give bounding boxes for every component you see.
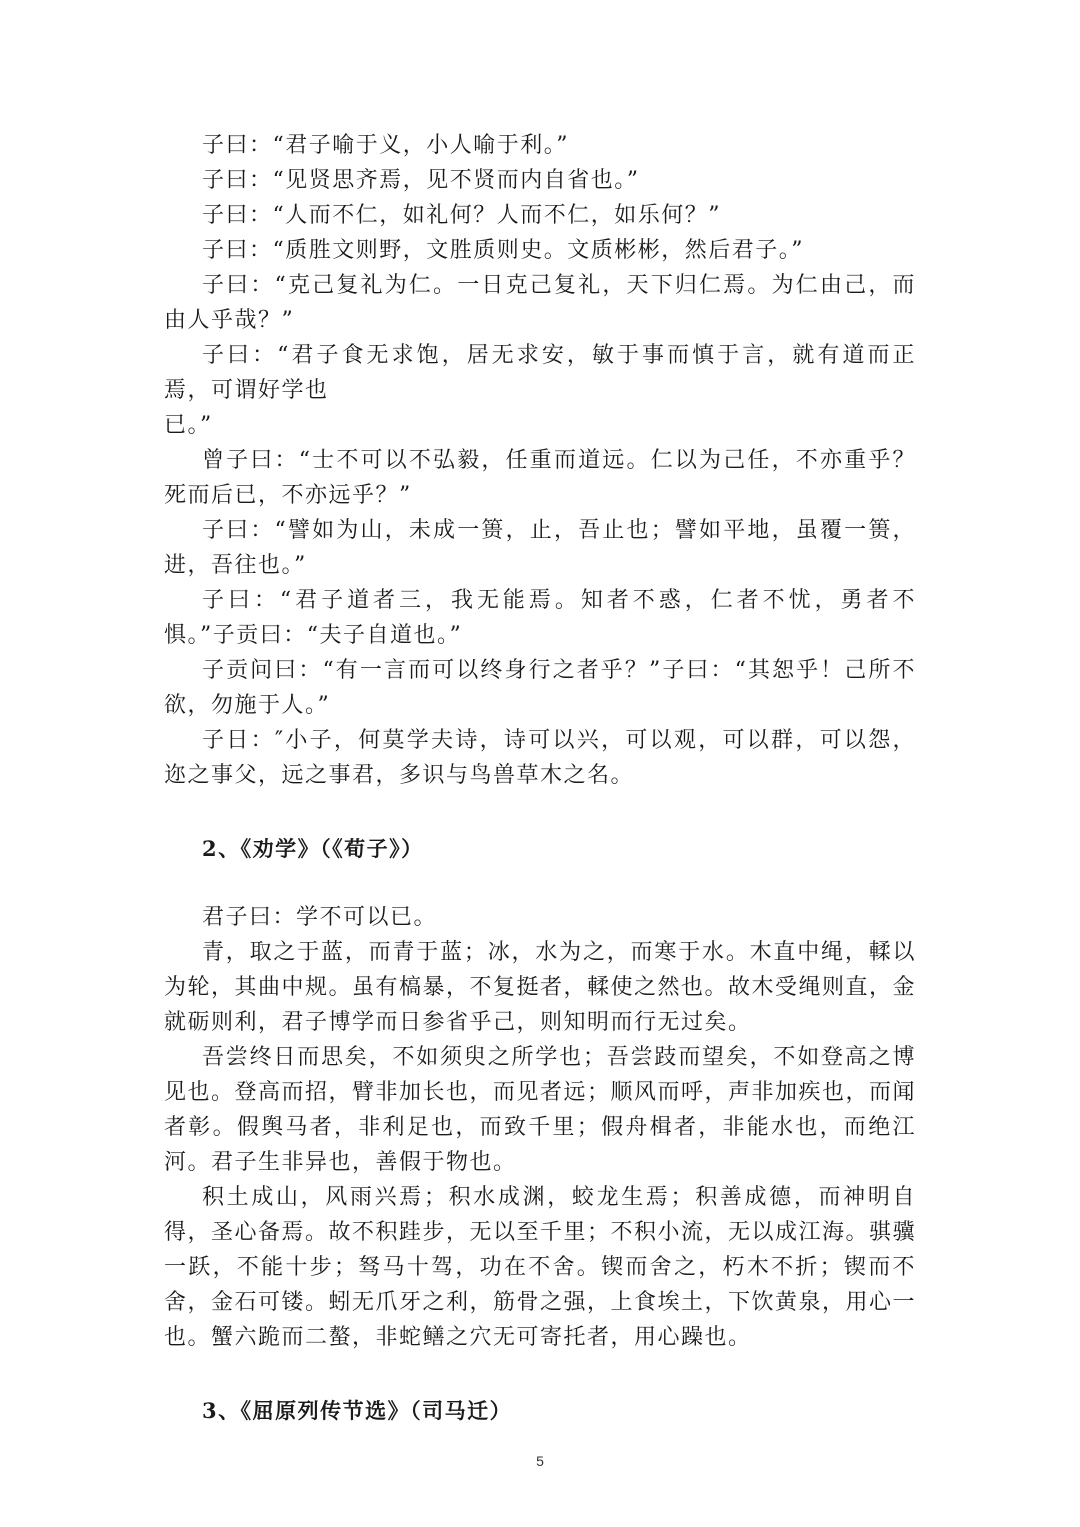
quote-paragraph: 子曰：“譬如为山，未成一篑，止，吾止也；譬如平地，虽覆一篑，进，吾往也。” [164, 518, 916, 578]
page-content [164, 128, 916, 1428]
quote-paragraph: 子曰：“质胜文则野，文胜质则史。文质彬彬，然后君子。” [202, 238, 804, 263]
quote-paragraph: 子曰：“君子食无求饱，居无求安，敏于事而慎于言，就有道而正焉，可谓好学也 [164, 343, 916, 403]
quote-paragraph: 子曰：“君子道者三，我无能焉。知者不惑，仁者不忧，勇者不惧。”子贡曰：“夫子自道也。” [164, 588, 916, 648]
quote-paragraph: 子日：″小子，何莫学夫诗，诗可以兴，可以观，可以群，可以怨，迩之事父，远之事君，多识与鸟兽草木之名。 [164, 728, 916, 788]
quote-paragraph: 子曰：“见贤思齐焉，见不贤而内自省也。” [202, 168, 640, 193]
quote-paragraph: 曾子曰：“士不可以不弘毅，任重而道远。仁以为己任，不亦重乎？死而后已，不亦远乎？” [164, 448, 916, 508]
section-heading-quyuan: 3、《屈原列传节选》（司马迁） [202, 1398, 513, 1423]
quote-paragraph-continuation: 已。” [164, 413, 213, 438]
section-spacer [164, 793, 916, 831]
section-spacer [164, 1355, 916, 1393]
quote-paragraph: 子曰：“君子喻于义，小人喻于利。” [202, 133, 569, 158]
essay-paragraph: 青，取之于蓝，而青于蓝；冰，水为之，而寒于水。木直中绳，輮以为轮，其曲中规。虽有槁暴，不复挺者，輮使之然也。故木受绳则直，金就砺则利，君子博学而日参省乎己，则知明而行无过矣。 [164, 940, 917, 1035]
section-spacer [164, 866, 916, 900]
essay-paragraph: 吾尝终日而思矣，不如须臾之所学也；吾尝跂而望矣，不如登高之博见也。登高而招，臂非加长也，而见者远；顺风而呼，声非加疾也，而闻者彰。假舆马者，非利足也，而致千里；假舟楫者，非能水也，而绝江河。君子生非异也，善假于物也。 [164, 1045, 917, 1175]
page-number: 5 [536, 1453, 544, 1469]
section-heading-quanxue: 2、《劝学》（《荀子》） [202, 836, 424, 861]
essay-paragraph: 积土成山，风雨兴焉；积水成渊，蛟龙生焉；积善成德，而神明自得，圣心备焉。故不积跬步，无以至千里；不积小流，无以成江海。骐骥一跃，不能十步；驽马十驾，功在不舍。锲而舍之，朽木不折；锲而不舍，金石可镂。蚓无爪牙之利，筋骨之强，上食埃土，下饮黄泉，用心一也。蟹六跪而二螯，非蛇鳝之穴无可寄托者，用心躁也。 [164, 1185, 917, 1350]
quote-paragraph: 子曰：“克己复礼为仁。一日克己复礼，天下归仁焉。为仁由己，而由人乎哉？” [164, 273, 916, 333]
quote-paragraph: 子贡问曰：“有一言而可以终身行之者乎？”子曰：“其恕乎！己所不欲，勿施于人。” [164, 658, 916, 718]
quote-paragraph: 子曰：“人而不仁，如礼何？人而不仁，如乐何？” [202, 203, 721, 228]
essay-paragraph: 君子曰：学不可以已。 [202, 905, 438, 930]
